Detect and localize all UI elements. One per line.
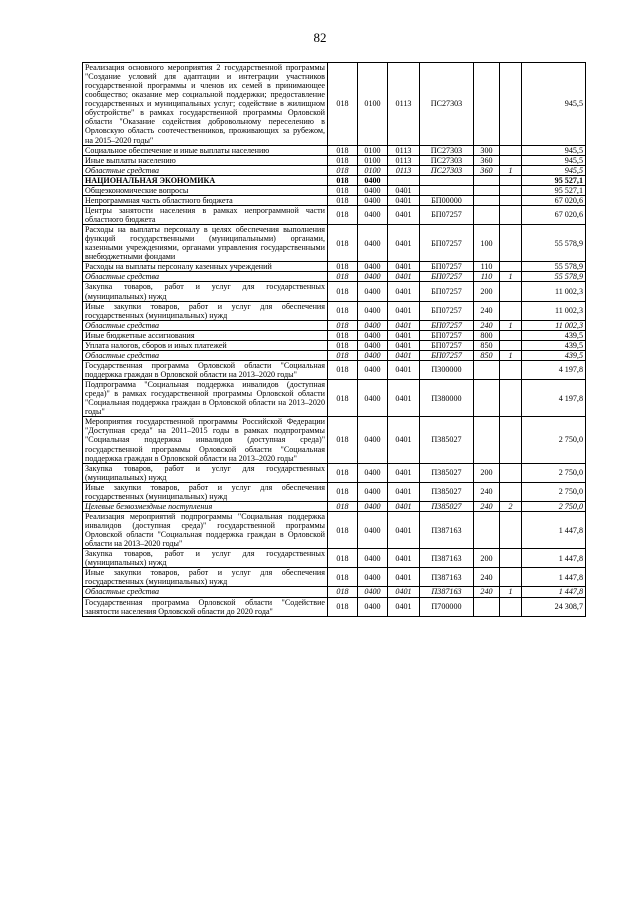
row-target-article: П700000 [420, 597, 474, 616]
row-section-code: 0400 [358, 272, 388, 282]
row-target-article: П387163 [420, 568, 474, 587]
row-subsection-code: 0401 [388, 320, 420, 330]
row-name: Областные средства [83, 587, 328, 597]
row-amount: 55 578,9 [522, 262, 586, 272]
row-ministry-code: 018 [328, 568, 358, 587]
row-name: НАЦИОНАЛЬНАЯ ЭКОНОМИКА [83, 175, 328, 185]
row-expense-type: 800 [474, 330, 500, 340]
row-ministry-code: 018 [328, 175, 358, 185]
row-subsection-code: 0401 [388, 185, 420, 195]
row-expense-type [474, 185, 500, 195]
table-row [83, 340, 586, 350]
row-amount: 67 020,6 [522, 205, 586, 224]
row-target-article: П387163 [420, 549, 474, 568]
row-amount: 95 527,1 [522, 175, 586, 185]
row-funding-source [500, 360, 522, 379]
row-target-article: П380000 [420, 380, 474, 417]
row-name: Мероприятия государственной программы Российской Федерации "Доступная среда" на 2011–2015 годы в рамках подпрограммы "Социальная поддержка инвалидов (доступная среда)" государственной программы Орловской области "Социальная поддержка граждан в Орловской области на 2013–2020 годы" [83, 417, 328, 463]
row-amount: 945,5 [522, 63, 586, 146]
row-subsection-code: 0401 [388, 587, 420, 597]
row-funding-source: 1 [500, 320, 522, 330]
row-subsection-code: 0401 [388, 597, 420, 616]
row-expense-type: 360 [474, 155, 500, 165]
row-expense-type: 200 [474, 282, 500, 301]
row-funding-source [500, 195, 522, 205]
row-expense-type [474, 63, 500, 146]
table-row [83, 587, 586, 597]
row-ministry-code: 018 [328, 360, 358, 379]
table-row [83, 262, 586, 272]
row-target-article: БП07257 [420, 320, 474, 330]
row-name: Уплата налогов, сборов и иных платежей [83, 340, 328, 350]
row-amount: 945,5 [522, 155, 586, 165]
row-ministry-code: 018 [328, 340, 358, 350]
row-ministry-code: 018 [328, 597, 358, 616]
row-ministry-code: 018 [328, 225, 358, 262]
row-name: Закупка товаров, работ и услуг для государственных (муниципальных) нужд [83, 549, 328, 568]
row-amount: 2 750,0 [522, 482, 586, 501]
row-section-code: 0400 [358, 482, 388, 501]
row-section-code: 0400 [358, 175, 388, 185]
row-section-code: 0400 [358, 463, 388, 482]
row-subsection-code: 0401 [388, 301, 420, 320]
row-funding-source: 1 [500, 165, 522, 175]
row-ministry-code: 018 [328, 205, 358, 224]
row-name: Областные средства [83, 272, 328, 282]
row-ministry-code: 018 [328, 417, 358, 463]
row-subsection-code: 0401 [388, 511, 420, 548]
row-funding-source [500, 282, 522, 301]
row-subsection-code: 0113 [388, 155, 420, 165]
row-target-article: ПС27303 [420, 63, 474, 146]
row-name: Закупка товаров, работ и услуг для государственных (муниципальных) нужд [83, 463, 328, 482]
row-amount: 24 308,7 [522, 597, 586, 616]
table-body [83, 63, 586, 617]
row-section-code: 0400 [358, 511, 388, 548]
table-row [83, 417, 586, 463]
row-section-code: 0400 [358, 417, 388, 463]
row-amount: 4 197,8 [522, 360, 586, 379]
row-target-article: БП07257 [420, 340, 474, 350]
row-subsection-code: 0401 [388, 195, 420, 205]
row-name: Государственная программа Орловской области "Содействие занятости населения Орловской области до 2020 года" [83, 597, 328, 616]
row-ministry-code: 018 [328, 501, 358, 511]
row-funding-source: 1 [500, 587, 522, 597]
row-section-code: 0400 [358, 549, 388, 568]
row-funding-source: 1 [500, 350, 522, 360]
table-row [83, 195, 586, 205]
row-amount: 67 020,6 [522, 195, 586, 205]
row-ministry-code: 018 [328, 272, 358, 282]
row-subsection-code: 0401 [388, 549, 420, 568]
row-subsection-code: 0401 [388, 205, 420, 224]
table-row [83, 501, 586, 511]
row-expense-type: 240 [474, 501, 500, 511]
row-section-code: 0400 [358, 225, 388, 262]
row-ministry-code: 018 [328, 301, 358, 320]
row-target-article: БП00000 [420, 195, 474, 205]
table-row [83, 145, 586, 155]
row-target-article: П385027 [420, 482, 474, 501]
row-target-article: П385027 [420, 417, 474, 463]
row-amount: 55 578,9 [522, 272, 586, 282]
row-expense-type [474, 597, 500, 616]
row-section-code: 0400 [358, 350, 388, 360]
row-section-code: 0400 [358, 195, 388, 205]
row-target-article: П385027 [420, 501, 474, 511]
row-name: Центры занятости населения в рамках непрограммной части областного бюджета [83, 205, 328, 224]
row-amount: 1 447,8 [522, 549, 586, 568]
row-name: Государственная программа Орловской области "Социальная поддержка граждан в Орловской области на 2013–2020 годы" [83, 360, 328, 379]
row-name: Подпрограмма "Социальная поддержка инвалидов (доступная среда)" в рамках государственной программы Орловской области "Социальная поддержка граждан в Орловской области на 2013–2020 годы" [83, 380, 328, 417]
budget-table [82, 62, 586, 617]
row-amount: 2 750,0 [522, 463, 586, 482]
row-amount: 4 197,8 [522, 380, 586, 417]
row-target-article: БП07257 [420, 330, 474, 340]
row-funding-source [500, 380, 522, 417]
row-funding-source [500, 511, 522, 548]
row-expense-type [474, 380, 500, 417]
row-name: Областные средства [83, 165, 328, 175]
row-ministry-code: 018 [328, 330, 358, 340]
row-funding-source [500, 205, 522, 224]
table-row [83, 511, 586, 548]
row-amount: 439,5 [522, 340, 586, 350]
row-ministry-code: 018 [328, 195, 358, 205]
row-subsection-code: 0401 [388, 272, 420, 282]
row-section-code: 0100 [358, 155, 388, 165]
table-row [83, 549, 586, 568]
row-funding-source [500, 225, 522, 262]
row-amount: 11 002,3 [522, 320, 586, 330]
row-section-code: 0400 [358, 380, 388, 417]
row-section-code: 0400 [358, 282, 388, 301]
table-row [83, 463, 586, 482]
table-row [83, 330, 586, 340]
row-target-article: БП07257 [420, 225, 474, 262]
row-expense-type [474, 511, 500, 548]
row-funding-source [500, 262, 522, 272]
page-number: 82 [313, 30, 327, 45]
row-section-code: 0400 [358, 340, 388, 350]
row-name: Закупка товаров, работ и услуг для государственных (муниципальных) нужд [83, 282, 328, 301]
row-target-article: П385027 [420, 463, 474, 482]
row-funding-source [500, 175, 522, 185]
row-ministry-code: 018 [328, 463, 358, 482]
row-name: Расходы на выплаты персоналу в целях обеспечения выполнения функций государственными (муниципальными) органами, казенными учреждениями, органами управления государственными внебюджетными фондами [83, 225, 328, 262]
row-funding-source: 1 [500, 272, 522, 282]
row-target-article [420, 175, 474, 185]
table-row [83, 165, 586, 175]
row-expense-type: 240 [474, 482, 500, 501]
row-subsection-code: 0113 [388, 145, 420, 155]
row-subsection-code: 0401 [388, 282, 420, 301]
row-funding-source [500, 340, 522, 350]
row-amount: 945,5 [522, 145, 586, 155]
row-section-code: 0400 [358, 205, 388, 224]
row-subsection-code: 0401 [388, 262, 420, 272]
row-ministry-code: 018 [328, 380, 358, 417]
row-target-article: БП07257 [420, 350, 474, 360]
row-expense-type [474, 175, 500, 185]
row-name: Социальное обеспечение и иные выплаты населению [83, 145, 328, 155]
row-target-article: П387163 [420, 587, 474, 597]
row-amount: 2 750,0 [522, 501, 586, 511]
row-funding-source [500, 185, 522, 195]
row-name: Иные закупки товаров, работ и услуг для обеспечения государственных (муниципальных) нужд [83, 568, 328, 587]
row-ministry-code: 018 [328, 282, 358, 301]
row-expense-type: 200 [474, 463, 500, 482]
row-expense-type: 240 [474, 301, 500, 320]
row-target-article: БП07257 [420, 272, 474, 282]
row-subsection-code: 0401 [388, 225, 420, 262]
table-row [83, 63, 586, 146]
row-ministry-code: 018 [328, 145, 358, 155]
row-expense-type [474, 195, 500, 205]
row-section-code: 0400 [358, 568, 388, 587]
row-expense-type [474, 205, 500, 224]
table-row [83, 568, 586, 587]
row-ministry-code: 018 [328, 155, 358, 165]
row-target-article: ПС27303 [420, 155, 474, 165]
row-name: Реализация основного мероприятия 2 государственной программы "Создание условий для адаптации и интеграции участников государственной программы и членов их семей в принимающее сообщество; оказание мер социальной поддержки; предоставление государственных и муниципальных услуг; содействие в жилищном обустройстве" в рамках государственной программы Орловской области "Оказание содействия добровольному переселению в Орловскую область соотечественников, проживающих за рубежом, на 2015–2020 годы" [83, 63, 328, 146]
row-expense-type: 850 [474, 340, 500, 350]
row-ministry-code: 018 [328, 165, 358, 175]
row-amount: 11 002,3 [522, 301, 586, 320]
row-subsection-code: 0113 [388, 63, 420, 146]
row-target-article: БП07257 [420, 205, 474, 224]
row-subsection-code [388, 175, 420, 185]
row-amount: 439,5 [522, 350, 586, 360]
row-target-article: БП07257 [420, 301, 474, 320]
row-section-code: 0400 [358, 185, 388, 195]
row-name: Реализация мероприятий подпрограммы "Социальная поддержка инвалидов (доступная среда)" государственной программы Орловской области "Социальная поддержка граждан в Орловской области на 2013–2020 годы" [83, 511, 328, 548]
row-amount: 1 447,8 [522, 587, 586, 597]
row-amount: 1 447,8 [522, 568, 586, 587]
row-section-code: 0100 [358, 165, 388, 175]
row-name: Областные средства [83, 350, 328, 360]
row-name: Иные закупки товаров, работ и услуг для обеспечения государственных (муниципальных) нужд [83, 482, 328, 501]
row-expense-type [474, 360, 500, 379]
row-name: Иные бюджетные ассигнования [83, 330, 328, 340]
row-expense-type: 110 [474, 272, 500, 282]
row-target-article: П387163 [420, 511, 474, 548]
row-expense-type: 240 [474, 320, 500, 330]
row-name: Иные закупки товаров, работ и услуг для обеспечения государственных (муниципальных) нужд [83, 301, 328, 320]
row-funding-source [500, 145, 522, 155]
table-row [83, 205, 586, 224]
row-ministry-code: 018 [328, 350, 358, 360]
row-funding-source [500, 301, 522, 320]
table-row [83, 282, 586, 301]
row-subsection-code: 0401 [388, 568, 420, 587]
table-row [83, 225, 586, 262]
row-amount: 1 447,8 [522, 511, 586, 548]
row-amount: 945,5 [522, 165, 586, 175]
row-name: Непрограммная часть областного бюджета [83, 195, 328, 205]
table-row [83, 482, 586, 501]
table-row [83, 380, 586, 417]
row-subsection-code: 0401 [388, 501, 420, 511]
row-ministry-code: 018 [328, 587, 358, 597]
row-name: Расходы на выплаты персоналу казенных учреждений [83, 262, 328, 272]
table-row [83, 272, 586, 282]
row-amount: 11 002,3 [522, 282, 586, 301]
row-ministry-code: 018 [328, 482, 358, 501]
row-section-code: 0400 [358, 301, 388, 320]
row-target-article: БП07257 [420, 262, 474, 272]
row-subsection-code: 0401 [388, 350, 420, 360]
row-funding-source [500, 63, 522, 146]
table-row [83, 320, 586, 330]
table-row [83, 185, 586, 195]
row-subsection-code: 0401 [388, 417, 420, 463]
row-name: Областные средства [83, 320, 328, 330]
row-section-code: 0400 [358, 501, 388, 511]
row-expense-type: 100 [474, 225, 500, 262]
table-row [83, 360, 586, 379]
row-section-code: 0100 [358, 63, 388, 146]
row-expense-type: 360 [474, 165, 500, 175]
table-row [83, 155, 586, 165]
table-row [83, 350, 586, 360]
row-subsection-code: 0401 [388, 482, 420, 501]
row-section-code: 0400 [358, 330, 388, 340]
row-expense-type: 240 [474, 587, 500, 597]
row-funding-source [500, 568, 522, 587]
row-name: Общеэкономические вопросы [83, 185, 328, 195]
row-expense-type: 200 [474, 549, 500, 568]
row-funding-source [500, 597, 522, 616]
row-ministry-code: 018 [328, 511, 358, 548]
row-subsection-code: 0113 [388, 165, 420, 175]
row-funding-source [500, 155, 522, 165]
row-section-code: 0400 [358, 320, 388, 330]
row-section-code: 0400 [358, 360, 388, 379]
row-subsection-code: 0401 [388, 463, 420, 482]
row-funding-source [500, 549, 522, 568]
row-ministry-code: 018 [328, 549, 358, 568]
row-section-code: 0100 [358, 145, 388, 155]
row-ministry-code: 018 [328, 262, 358, 272]
row-expense-type: 110 [474, 262, 500, 272]
row-expense-type: 850 [474, 350, 500, 360]
row-ministry-code: 018 [328, 63, 358, 146]
row-target-article: ПС27303 [420, 145, 474, 155]
row-target-article: БП07257 [420, 282, 474, 301]
row-section-code: 0400 [358, 587, 388, 597]
row-subsection-code: 0401 [388, 340, 420, 350]
row-funding-source [500, 482, 522, 501]
row-name: Целевые безвозмездные поступления [83, 501, 328, 511]
row-subsection-code: 0401 [388, 380, 420, 417]
row-ministry-code: 018 [328, 320, 358, 330]
row-subsection-code: 0401 [388, 360, 420, 379]
row-expense-type: 300 [474, 145, 500, 155]
row-expense-type: 240 [474, 568, 500, 587]
row-ministry-code: 018 [328, 185, 358, 195]
table-row [83, 301, 586, 320]
row-subsection-code: 0401 [388, 330, 420, 340]
row-funding-source [500, 330, 522, 340]
row-amount: 2 750,0 [522, 417, 586, 463]
row-amount: 439,5 [522, 330, 586, 340]
row-funding-source [500, 463, 522, 482]
row-section-code: 0400 [358, 262, 388, 272]
row-section-code: 0400 [358, 597, 388, 616]
row-expense-type [474, 417, 500, 463]
row-target-article: П300000 [420, 360, 474, 379]
row-funding-source: 2 [500, 501, 522, 511]
table-row [83, 175, 586, 185]
row-target-article: ПС27303 [420, 165, 474, 175]
table-row [83, 597, 586, 616]
row-funding-source [500, 417, 522, 463]
row-target-article [420, 185, 474, 195]
row-name: Иные выплаты населению [83, 155, 328, 165]
row-amount: 55 578,9 [522, 225, 586, 262]
row-amount: 95 527,1 [522, 185, 586, 195]
